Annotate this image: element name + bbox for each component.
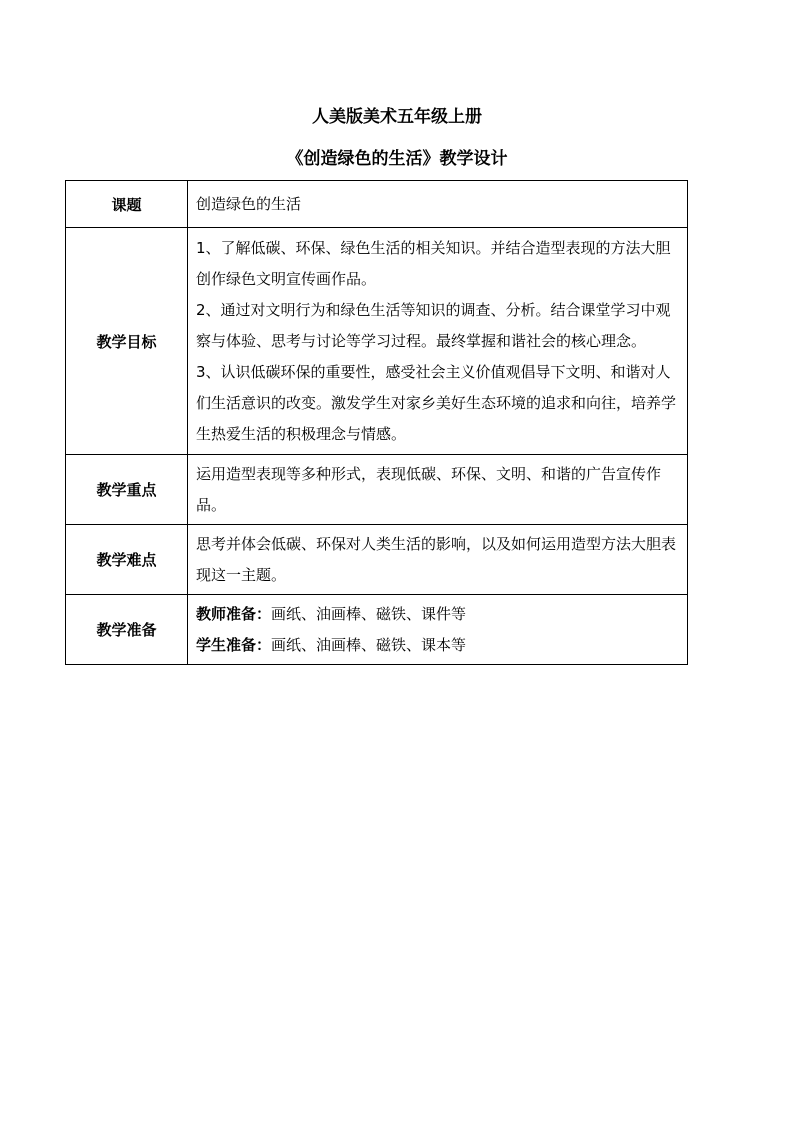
table-row (66, 228, 688, 455)
table-row (66, 181, 688, 228)
student-preparation (196, 630, 681, 661)
topic-value: 创造绿色的生活 (188, 181, 688, 228)
key-points-label: 教学重点 (66, 455, 188, 525)
goal-item: 1、了解低碳、环保、绿色生活的相关知识。并结合造型表现的方法大胆创作绿色文明宣传画作品。 (196, 238, 671, 288)
document-title: 人美版美术五年级上册 (312, 107, 482, 127)
teacher-prep-text: 画纸、油画棒、磁铁、课件等 (271, 604, 467, 623)
document-subtitle: 《创造绿色的生活》教学设计 (286, 149, 508, 169)
key-points-text: 运用造型表现等多种形式，表现低碳、环保、文明、和谐的广告宣传作品。 (188, 455, 688, 525)
difficulty-text: 思考并体会低碳、环保对人类生活的影响，以及如何运用造型方法大胆表现这一主题。 (188, 525, 688, 595)
table-row (66, 525, 688, 595)
student-prep-label: 学生准备： (196, 635, 272, 654)
goals-label: 教学目标 (66, 228, 188, 455)
goal-item: 2、通过对文明行为和绿色生活等知识的调查、分析。结合课堂学习中观察与体验、思考与讨论等学习过程。最终掌握和谐社会的核心理念。 (196, 300, 671, 350)
preparation-label: 教学准备 (66, 595, 188, 665)
lesson-plan-table (65, 180, 688, 665)
student-prep-text: 画纸、油画棒、磁铁、课本等 (271, 635, 467, 654)
teacher-preparation (196, 599, 681, 630)
goal-item: 3、认识低碳环保的重要性，感受社会主义价值观倡导下文明、和谐对人们生活意识的改变。激发学生对家乡美好生态环境的追求和向往，培养学生热爱生活的积极理念与情感。 (196, 362, 677, 443)
table-row (66, 595, 688, 665)
difficulty-label: 教学难点 (66, 525, 188, 595)
goals-cell (188, 228, 688, 455)
teacher-prep-label: 教师准备： (196, 604, 272, 623)
table-row (66, 455, 688, 525)
topic-label: 课题 (66, 181, 188, 228)
preparation-cell (188, 595, 688, 665)
